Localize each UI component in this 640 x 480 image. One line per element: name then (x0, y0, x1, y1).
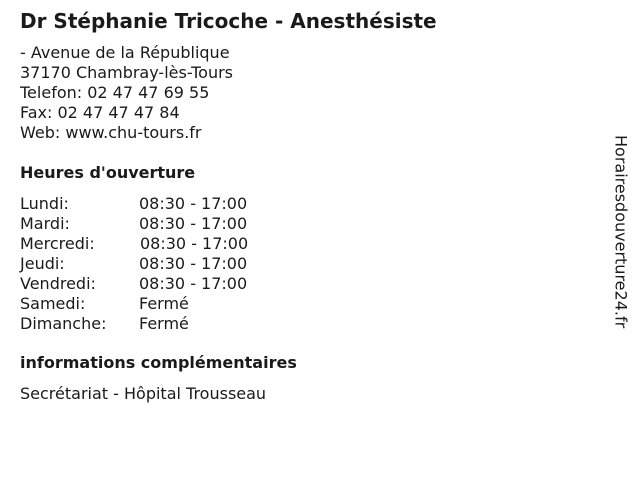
street-address: - Avenue de la République (20, 43, 230, 62)
additional-info-heading: informations complémentaires (20, 353, 297, 372)
website: Web: www.chu-tours.fr (20, 123, 202, 142)
phone-number: Telefon: 02 47 47 69 55 (20, 83, 210, 102)
hours-row-wednesday (20, 234, 320, 254)
additional-info-text: Secrétariat - Hôpital Trousseau (20, 384, 267, 403)
time-value: Fermé (139, 314, 189, 333)
time-value: 08:30 - 17:00 (139, 254, 248, 273)
fax-number: Fax: 02 47 47 47 84 (20, 103, 180, 122)
day-label: Vendredi: (20, 274, 96, 293)
hours-row-tuesday (20, 214, 320, 234)
time-value: 08:30 - 17:00 (139, 274, 248, 293)
hours-row-sunday (20, 314, 320, 334)
page-title: Dr Stéphanie Tricoche - Anesthésiste (20, 9, 437, 33)
day-label: Jeudi: (20, 254, 65, 273)
hours-row-friday (20, 274, 320, 294)
hours-row-monday (20, 194, 320, 214)
day-label: Lundi: (20, 194, 69, 213)
day-label: Dimanche: (20, 314, 107, 333)
day-label: Mercredi: (20, 234, 95, 253)
hours-row-saturday (20, 294, 320, 314)
time-value: 08:30 - 17:00 (139, 194, 248, 213)
site-watermark (601, 135, 640, 375)
day-label: Samedi: (20, 294, 86, 313)
hours-row-thursday (20, 254, 320, 274)
address-block (20, 43, 233, 143)
opening-hours-list (20, 194, 320, 334)
time-value: 08:30 - 17:00 (140, 234, 249, 253)
watermark-text: Horairesdouverture24.fr (611, 135, 631, 329)
time-value: 08:30 - 17:00 (139, 214, 248, 233)
day-label: Mardi: (20, 214, 70, 233)
time-value: Fermé (139, 294, 189, 313)
opening-hours-heading: Heures d'ouverture (20, 163, 196, 182)
city-postcode: 37170 Chambray-lès-Tours (20, 63, 234, 82)
